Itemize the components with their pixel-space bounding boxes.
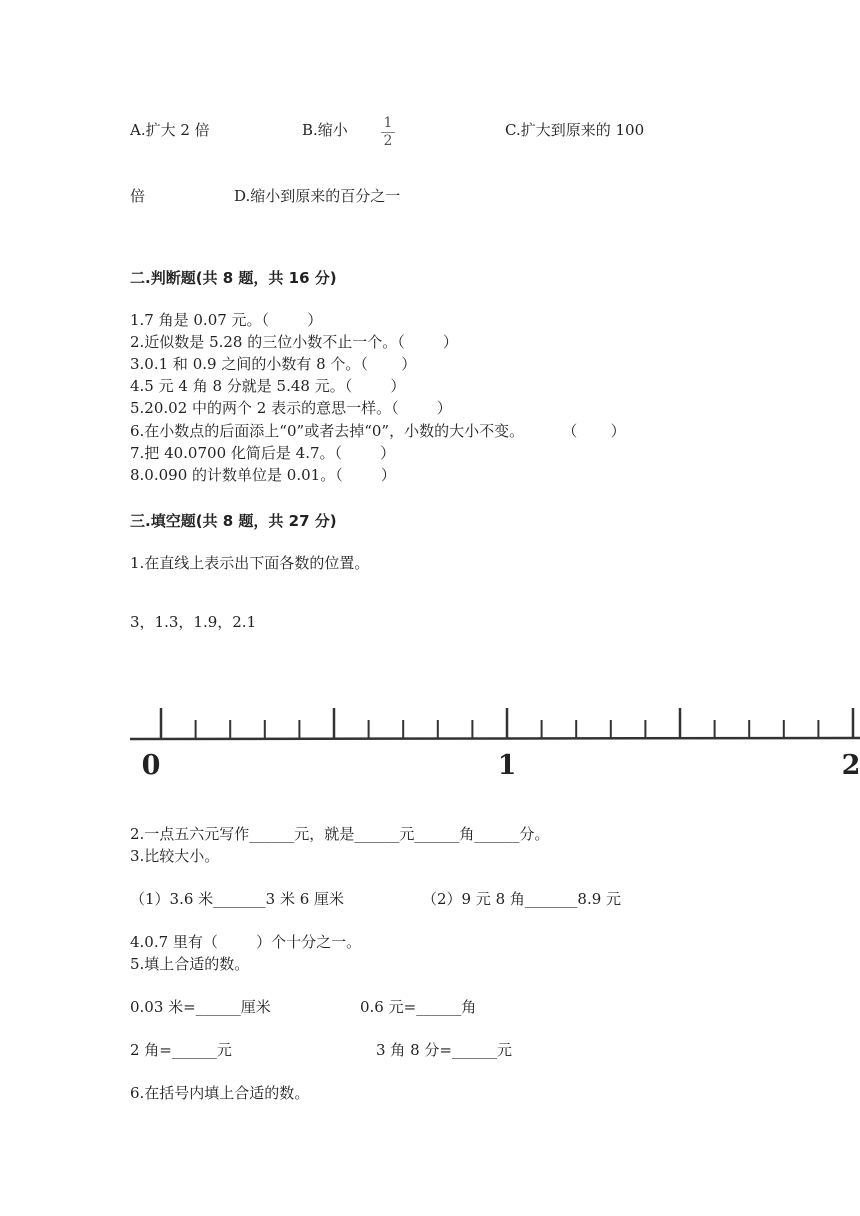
option-c: C.扩大到原来的 100 bbox=[505, 121, 645, 139]
option-c-continued: 倍 bbox=[130, 187, 146, 205]
fill-q2: 2.一点五六元写作______元，就是______元______角______分。 bbox=[130, 825, 550, 843]
option-b: B.缩小 bbox=[302, 121, 348, 139]
fill-q3-part2: （2）9 元 8 角_______8.9 元 bbox=[422, 890, 622, 908]
judge-item-2: 2.近似数是 5.28 的三位小数不止一个。（ ） bbox=[130, 333, 458, 351]
judge-item-1: 1.7 角是 0.07 元。（ ） bbox=[130, 311, 323, 329]
number-line-label-2: 2 bbox=[841, 750, 860, 780]
number-line-ticks bbox=[161, 708, 853, 739]
fill-q4: 4.0.7 里有（ ）个十分之一。 bbox=[130, 933, 362, 951]
fraction-one-half bbox=[381, 116, 395, 149]
judge-item-3: 3.0.1 和 0.9 之间的小数有 8 个。（ ） bbox=[130, 355, 417, 373]
fill-q1: 1.在直线上表示出下面各数的位置。 bbox=[130, 554, 370, 572]
fill-q5-c: 2 角=______元 bbox=[130, 1041, 232, 1059]
section-2-title: 二.判断题(共 8 题，共 16 分) bbox=[130, 269, 337, 287]
fraction-numerator: 1 bbox=[383, 115, 393, 131]
option-a: A.扩大 2 倍 bbox=[130, 121, 210, 139]
judge-item-6: 6.在小数点的后面添上“0”或者去掉“0”，小数的大小不变。 （ ） bbox=[130, 422, 626, 440]
number-line-label-1: 1 bbox=[497, 750, 517, 780]
option-d: D.缩小到原来的百分之一 bbox=[234, 187, 401, 205]
fill-q5-a: 0.03 米=______厘米 bbox=[130, 998, 271, 1016]
fill-q5: 5.填上合适的数。 bbox=[130, 955, 250, 973]
fill-q3-part1: （1）3.6 米_______3 米 6 厘米 bbox=[130, 890, 345, 908]
number-line-label-0: 0 bbox=[141, 750, 161, 780]
judge-item-5: 5.20.02 中的两个 2 表示的意思一样。（ ） bbox=[130, 399, 452, 417]
number-line bbox=[130, 698, 860, 780]
judge-item-4: 4.5 元 4 角 8 分就是 5.48 元。（ ） bbox=[130, 377, 406, 395]
fraction-denominator: 2 bbox=[383, 133, 393, 149]
judge-item-7: 7.把 40.0700 化简后是 4.7。（ ） bbox=[130, 444, 396, 462]
fill-q5-d: 3 角 8 分=______元 bbox=[376, 1041, 512, 1059]
judge-item-8: 8.0.090 的计数单位是 0.01。（ ） bbox=[130, 466, 396, 484]
fill-q1-numbers: 3，1.3，1.9，2.1 bbox=[130, 613, 257, 631]
fill-q6: 6.在括号内填上合适的数。 bbox=[130, 1084, 310, 1102]
number-line-axis bbox=[130, 738, 860, 739]
fill-q5-b: 0.6 元=______角 bbox=[360, 998, 477, 1016]
fill-q3: 3.比较大小。 bbox=[130, 847, 220, 865]
section-3-title: 三.填空题(共 8 题，共 27 分) bbox=[130, 512, 337, 530]
